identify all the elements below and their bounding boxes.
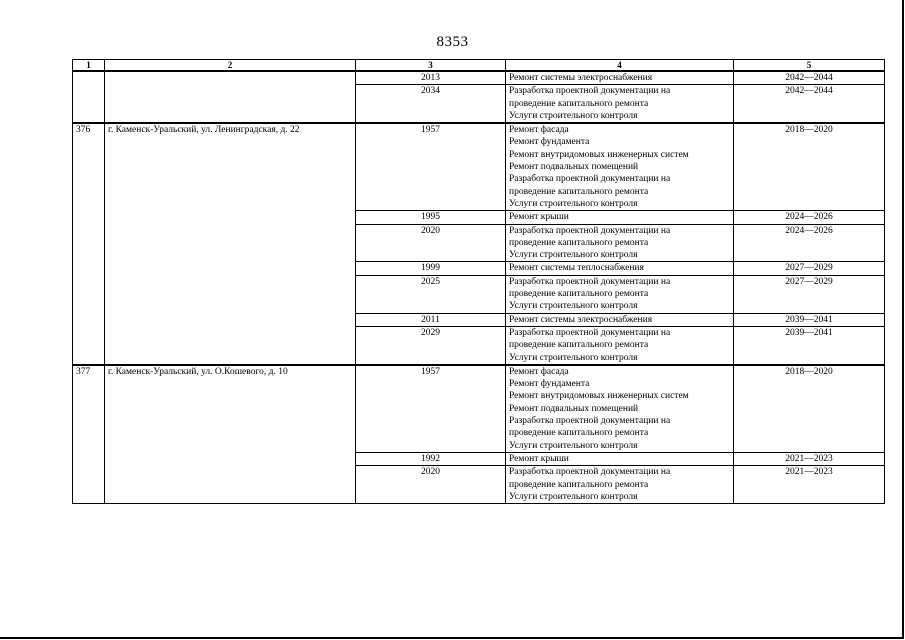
works-cell bbox=[506, 71, 734, 85]
work-item: Разработка проектной документации на bbox=[509, 225, 671, 236]
column-header: 3 bbox=[356, 60, 506, 72]
work-item: проведение капитального ремонта bbox=[509, 186, 649, 197]
work-item: Ремонт подвальных помещений bbox=[509, 162, 639, 173]
address-cell bbox=[105, 71, 356, 123]
work-item: Разработка проектной документации на bbox=[509, 174, 671, 185]
period-cell: 2027—2029 bbox=[734, 262, 885, 275]
work-item: Ремонт системы теплоснабжения bbox=[509, 263, 644, 274]
work-item: Услуги строительного контроля bbox=[509, 352, 638, 363]
year-cell: 1957 bbox=[356, 365, 506, 453]
work-item: Услуги строительного контроля bbox=[509, 250, 638, 261]
row-number-cell: 376 bbox=[73, 123, 105, 365]
page-number: 8353 bbox=[436, 34, 469, 50]
capital-repair-table bbox=[72, 59, 885, 504]
year-cell: 1995 bbox=[356, 211, 506, 224]
row-number-cell: 377 bbox=[73, 365, 105, 504]
works-cell bbox=[506, 262, 734, 275]
year-cell: 2020 bbox=[356, 466, 506, 504]
works-cell bbox=[506, 365, 734, 453]
work-item: Ремонт фундамента bbox=[509, 137, 590, 148]
works-cell bbox=[506, 466, 734, 504]
year-cell: 1992 bbox=[356, 452, 506, 465]
works-cell bbox=[506, 326, 734, 364]
period-cell: 2018—2020 bbox=[734, 365, 885, 453]
work-item: Разработка проектной документации на bbox=[509, 327, 671, 338]
column-header: 1 bbox=[73, 60, 105, 72]
works-cell bbox=[506, 313, 734, 326]
column-header: 2 bbox=[105, 60, 356, 72]
year-cell: 1957 bbox=[356, 123, 506, 211]
work-item: Ремонт крыши bbox=[509, 212, 569, 223]
work-item: проведение капитального ремонта bbox=[509, 289, 649, 300]
period-cell: 2024—2026 bbox=[734, 211, 885, 224]
work-item: Разработка проектной документации на bbox=[509, 467, 671, 478]
work-item: Ремонт фасада bbox=[509, 125, 569, 136]
period-cell: 2027—2029 bbox=[734, 275, 885, 313]
row-number-cell bbox=[73, 71, 105, 123]
column-header: 4 bbox=[506, 60, 734, 72]
table-row bbox=[73, 123, 885, 211]
work-item: Услуги строительного контроля bbox=[509, 440, 638, 451]
table-row bbox=[73, 365, 885, 453]
work-item: Ремонт крыши bbox=[509, 453, 569, 464]
works-cell bbox=[506, 275, 734, 313]
table-body bbox=[73, 71, 885, 504]
year-cell: 2025 bbox=[356, 275, 506, 313]
work-item: Услуги строительного контроля bbox=[509, 301, 638, 312]
works-cell bbox=[506, 211, 734, 224]
address-cell: г. Каменск-Уральский, ул. О.Кошевого, д. 10 bbox=[105, 365, 356, 504]
year-cell: 1999 bbox=[356, 262, 506, 275]
work-item: проведение капитального ремонта bbox=[509, 428, 649, 439]
period-cell: 2021—2023 bbox=[734, 466, 885, 504]
works-cell bbox=[506, 452, 734, 465]
work-item: Ремонт фундамента bbox=[509, 379, 590, 390]
work-item: Разработка проектной документации на bbox=[509, 276, 671, 287]
period-cell: 2021—2023 bbox=[734, 452, 885, 465]
year-cell: 2020 bbox=[356, 224, 506, 262]
work-item: Ремонт внутридомовых инженерных систем bbox=[509, 391, 689, 402]
address-cell: г. Каменск-Уральский, ул. Ленинградская, д. 22 bbox=[105, 123, 356, 365]
year-cell: 2029 bbox=[356, 326, 506, 364]
period-cell: 2042—2044 bbox=[734, 71, 885, 85]
table-row bbox=[73, 71, 885, 85]
works-cell bbox=[506, 224, 734, 262]
work-item: Услуги строительного контроля bbox=[509, 198, 638, 209]
work-item: Ремонт внутридомовых инженерных систем bbox=[509, 149, 689, 160]
period-cell: 2024—2026 bbox=[734, 224, 885, 262]
period-cell: 2018—2020 bbox=[734, 123, 885, 211]
table-header bbox=[73, 60, 885, 72]
work-item: Разработка проектной документации на bbox=[509, 416, 671, 427]
column-header: 5 bbox=[734, 60, 885, 72]
work-item: проведение капитального ремонта bbox=[509, 340, 649, 351]
work-item: Услуги строительного контроля bbox=[509, 491, 638, 502]
period-cell: 2039—2041 bbox=[734, 326, 885, 364]
works-cell bbox=[506, 123, 734, 211]
year-cell: 2013 bbox=[356, 71, 506, 85]
period-cell: 2042—2044 bbox=[734, 85, 885, 123]
year-cell: 2011 bbox=[356, 313, 506, 326]
work-item: Ремонт подвальных помещений bbox=[509, 403, 639, 414]
work-item: Ремонт системы электроснабжения bbox=[509, 314, 653, 325]
work-item: проведение капитального ремонта bbox=[509, 98, 649, 109]
work-item: проведение капитального ремонта bbox=[509, 479, 649, 490]
work-item: Ремонт фасада bbox=[509, 366, 569, 377]
work-item: Разработка проектной документации на bbox=[509, 86, 671, 97]
work-item: Ремонт системы электроснабжения bbox=[509, 73, 653, 83]
header-row bbox=[73, 60, 885, 72]
year-cell: 2034 bbox=[356, 85, 506, 123]
work-item: проведение капитального ремонта bbox=[509, 237, 649, 248]
works-cell bbox=[506, 85, 734, 123]
work-item: Услуги строительного контроля bbox=[509, 110, 638, 121]
period-cell: 2039—2041 bbox=[734, 313, 885, 326]
